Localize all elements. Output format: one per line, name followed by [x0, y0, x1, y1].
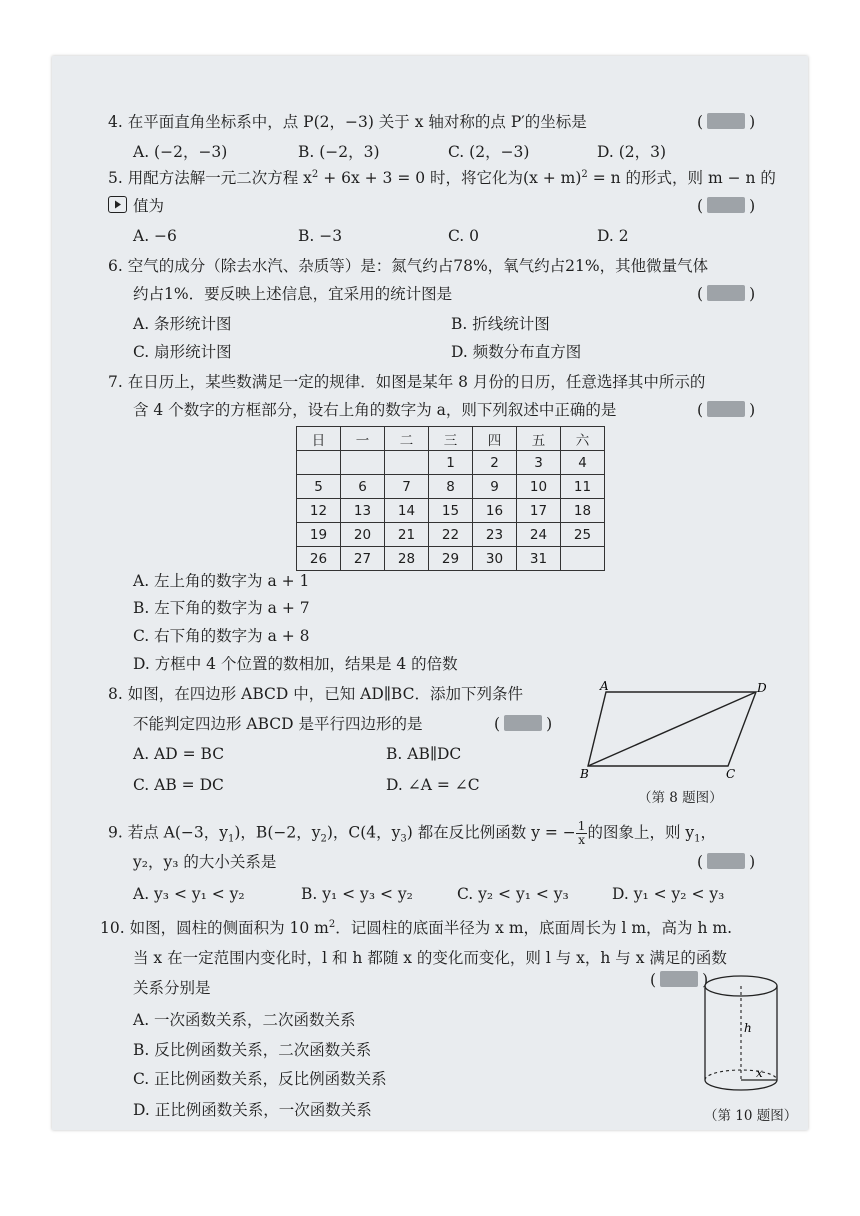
- q7-stem: 7. 在日历上，某些数满足一定的规律．如图是某年 8 月份的日历，任意选择其中所示的: [108, 373, 706, 391]
- q10-option-b: B. 反比例函数关系，二次函数关系: [133, 1041, 372, 1059]
- q9-option-b: B. y₁ < y₃ < y₂: [301, 885, 413, 903]
- calendar-cell: [297, 451, 341, 475]
- calendar-cell: 18: [561, 499, 605, 523]
- q8-option-b: B. AB∥DC: [386, 745, 462, 763]
- q7-option-d: D. 方框中 4 个位置的数相加，结果是 4 的倍数: [133, 655, 458, 673]
- fraction: $\frac{1}{x}$: [577, 819, 586, 847]
- q10-stem-line3: 关系分别是: [133, 979, 211, 997]
- q9-option-d: D. y₁ < y₂ < y₃: [612, 885, 725, 903]
- q8-option-d: D. ∠A = ∠C: [386, 776, 480, 794]
- q5-option-d: D. 2: [597, 227, 629, 245]
- q8-stem: 8. 如图，在四边形 ABCD 中，已知 AD∥BC．添加下列条件: [108, 685, 523, 703]
- calendar-row: [297, 451, 605, 475]
- q5-option-b: B. −3: [298, 227, 343, 245]
- q4-option-b: B. (−2，3): [298, 143, 380, 161]
- calendar-row: [297, 523, 605, 547]
- q6-stem-line2: 约占1%．要反映上述信息，宜采用的统计图是: [133, 285, 453, 303]
- vertex-d-label: D: [757, 681, 767, 695]
- q8-option-c: C. AB = DC: [133, 776, 224, 794]
- q10-option-d: D. 正比例函数关系，一次函数关系: [133, 1101, 372, 1119]
- calendar-header-cell: 四: [473, 427, 517, 451]
- calendar-cell: [385, 451, 429, 475]
- calendar-cell: 30: [473, 547, 517, 571]
- q9-answer-bracket[interactable]: ( ): [697, 853, 756, 871]
- calendar-cell: 19: [297, 523, 341, 547]
- q7-option-a: A. 左上角的数字为 a + 1: [133, 572, 310, 590]
- calendar-cell: 5: [297, 475, 341, 499]
- q10-stem-line2: 当 x 在一定范围内变化时，l 和 h 都随 x 的变化而变化，则 l 与 x，h 与 x 满足的函数: [133, 949, 727, 967]
- height-label: h: [744, 1021, 752, 1035]
- q9-stem: 9. 若点 A(−3，$y_1$)，B(−2，$y_2$)，C(4，$y_3$) 都在反比例函数 y = − $\frac{1}{x}$ 的图象上，则 $y_1$，: [108, 819, 717, 847]
- q4-option-d: D. (2，3): [597, 143, 667, 161]
- calendar-cell: 16: [473, 499, 517, 523]
- calendar-cell: 28: [385, 547, 429, 571]
- calendar-header-cell: 五: [517, 427, 561, 451]
- calendar-cell: [341, 451, 385, 475]
- q10-stem: 10. 如图，圆柱的侧面积为 10 $m^2$．记圆柱的底面半径为 x m，底面周长为 l m，高为 h m.: [100, 918, 732, 937]
- parallelogram-figure: [578, 680, 778, 780]
- radius-label: x: [756, 1066, 763, 1080]
- answer-blank[interactable]: [660, 971, 698, 987]
- q6-option-c: C. 扇形统计图: [133, 343, 232, 361]
- q8-answer-bracket[interactable]: ( ): [494, 715, 553, 733]
- calendar-row: [297, 499, 605, 523]
- calendar-cell: 29: [429, 547, 473, 571]
- calendar-header-row: [297, 427, 605, 451]
- calendar-row: [297, 547, 605, 571]
- q9-option-a: A. y₃ < y₁ < y₂: [133, 885, 245, 903]
- calendar-cell: 2: [473, 451, 517, 475]
- cylinder-bottom-front: [705, 1080, 777, 1090]
- calendar-header-cell: 六: [561, 427, 605, 451]
- vertex-c-label: C: [726, 767, 736, 780]
- q8-figure-caption: （第 8 题图）: [638, 790, 723, 806]
- calendar-cell: 23: [473, 523, 517, 547]
- q8-option-a: A. AD = BC: [133, 745, 225, 763]
- cylinder-figure: [700, 972, 784, 1098]
- calendar-cell: 21: [385, 523, 429, 547]
- calendar-cell: 25: [561, 523, 605, 547]
- q6-answer-bracket[interactable]: ( ): [697, 285, 756, 303]
- answer-blank[interactable]: [504, 715, 542, 731]
- calendar-cell: 3: [517, 451, 561, 475]
- bracket-close: ): [749, 113, 756, 131]
- q9-stem-line2: y₂，y₃ 的大小关系是: [133, 853, 277, 871]
- vertex-a-label: A: [600, 680, 609, 693]
- calendar-header-cell: 二: [385, 427, 429, 451]
- calendar-cell: 10: [517, 475, 561, 499]
- q5-stem: 5. 用配方法解一元二次方程 $x^2 + 6x + 3 = 0$ 时，将它化为$(x + m)^2 = n$ 的形式，则 m − n 的: [108, 168, 776, 187]
- calendar-cell: 4: [561, 451, 605, 475]
- answer-blank[interactable]: [707, 113, 745, 129]
- calendar-cell: 17: [517, 499, 561, 523]
- calendar-cell: 8: [429, 475, 473, 499]
- q7-option-c: C. 右下角的数字为 a + 8: [133, 627, 310, 645]
- calendar-header-cell: 日: [297, 427, 341, 451]
- calendar-cell: 26: [297, 547, 341, 571]
- q10-option-a: A. 一次函数关系，二次函数关系: [133, 1011, 356, 1029]
- bracket-open: (: [697, 113, 704, 131]
- calendar-table: [296, 426, 605, 571]
- calendar-cell: 14: [385, 499, 429, 523]
- q9-option-c: C. y₂ < y₁ < y₃: [457, 885, 569, 903]
- q5-stem-line2: 值为: [133, 197, 165, 215]
- q10-figure-caption: （第 10 题图）: [704, 1108, 798, 1124]
- calendar-cell: 15: [429, 499, 473, 523]
- calendar-cell: 31: [517, 547, 561, 571]
- calendar-cell: 20: [341, 523, 385, 547]
- q6-option-d: D. 频数分布直方图: [451, 343, 582, 361]
- diagonal-bd: [588, 692, 756, 766]
- calendar-cell: 11: [561, 475, 605, 499]
- q4-option-a: A. (−2，−3): [133, 143, 228, 161]
- answer-blank[interactable]: [707, 197, 745, 213]
- calendar-cell: 12: [297, 499, 341, 523]
- calendar-cell: 24: [517, 523, 561, 547]
- exam-sheet: [52, 56, 808, 1130]
- calendar-header-cell: 三: [429, 427, 473, 451]
- q7-stem-line2: 含 4 个数字的方框部分，设右上角的数字为 a，则下列叙述中正确的是: [133, 401, 617, 419]
- q10-answer-bracket[interactable]: ( ): [650, 971, 709, 989]
- calendar-cell: 22: [429, 523, 473, 547]
- calendar-header-cell: 一: [341, 427, 385, 451]
- answer-blank[interactable]: [707, 401, 745, 417]
- q6-option-b: B. 折线统计图: [451, 315, 550, 333]
- q5-answer-bracket[interactable]: ( ): [697, 197, 756, 215]
- q10-option-c: C. 正比例函数关系，反比例函数关系: [133, 1070, 387, 1088]
- calendar-cell: [561, 547, 605, 571]
- answer-blank[interactable]: [707, 853, 745, 869]
- vertex-b-label: B: [580, 767, 589, 780]
- calendar-cell: 13: [341, 499, 385, 523]
- q5-option-a: A. −6: [133, 227, 177, 245]
- q7-answer-bracket[interactable]: ( ): [697, 401, 756, 419]
- play-video-icon[interactable]: [108, 196, 127, 213]
- answer-blank[interactable]: [707, 285, 745, 301]
- q6-stem: 6. 空气的成分（除去水汽、杂质等）是：氮气约占78%，氧气约占21%，其他微量气体: [108, 257, 709, 275]
- q7-option-b: B. 左下角的数字为 a + 7: [133, 599, 310, 617]
- calendar-cell: 1: [429, 451, 473, 475]
- q4-answer-bracket[interactable]: [697, 112, 755, 132]
- q6-option-a: A. 条形统计图: [133, 315, 232, 333]
- q4-stem: 4. 在平面直角坐标系中，点 P(2，−3) 关于 x 轴对称的点 P′的坐标是: [108, 113, 587, 131]
- calendar-cell: 7: [385, 475, 429, 499]
- q5-option-c: C. 0: [448, 227, 480, 245]
- calendar-cell: 27: [341, 547, 385, 571]
- calendar-cell: 6: [341, 475, 385, 499]
- calendar-row: [297, 475, 605, 499]
- q4-option-c: C. (2，−3): [448, 143, 530, 161]
- q8-stem-line2: 不能判定四边形 ABCD 是平行四边形的是: [133, 715, 423, 733]
- calendar-cell: 9: [473, 475, 517, 499]
